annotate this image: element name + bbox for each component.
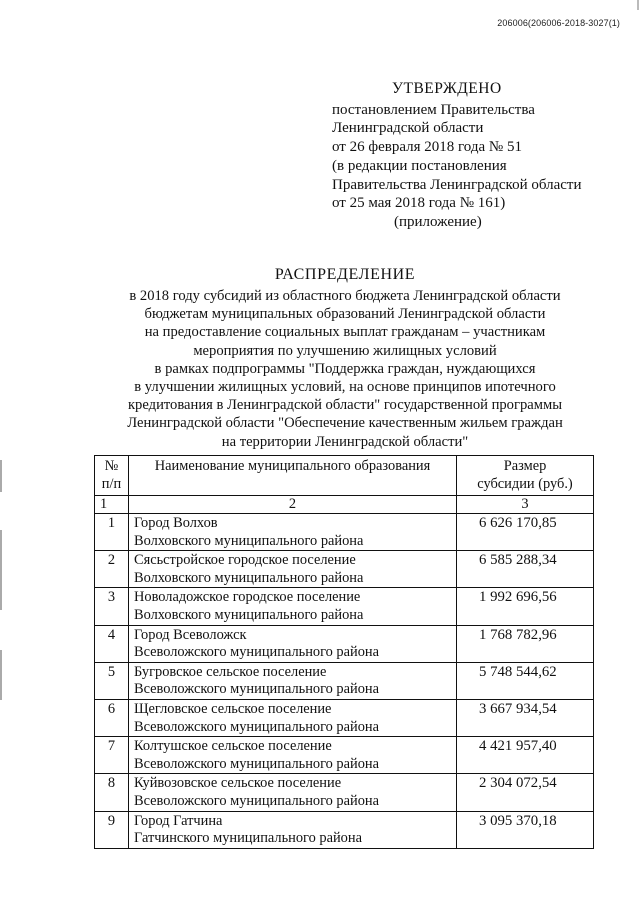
row-number: 8 — [95, 774, 129, 811]
municipality-name-line2: Волховского муниципального района — [134, 569, 364, 586]
municipality-name-line2: Гатчинского муниципального района — [134, 830, 362, 847]
subtitle-line: мероприятия по улучшению жилищных условий — [193, 342, 497, 359]
header-number-line1: № — [104, 458, 119, 474]
municipality-name-line2: Волховского муниципального района — [134, 532, 364, 549]
row-number: 2 — [95, 551, 129, 588]
document-title: РАСПРЕДЕЛЕНИЕ — [274, 266, 416, 283]
header-name: Наименование муниципального образования — [129, 456, 457, 496]
subsidy-amount: 3 667 934,54 — [457, 699, 594, 736]
subsidy-amount: 1 992 696,56 — [457, 588, 594, 625]
approval-title: УТВЕРЖДЕНО — [392, 80, 502, 97]
approval-line: постановлением Правительства — [332, 101, 535, 118]
header-number-line2: п/п — [101, 475, 122, 492]
municipality-name-line2: Всеволожского муниципального района — [134, 644, 379, 661]
municipality-name-line1: Бугровское сельское поселение — [134, 663, 327, 680]
municipality-name-line2: Волховского муниципального района — [134, 606, 364, 623]
municipality-name-line1: Новоладожское городское поселение — [134, 589, 361, 606]
approval-note: (приложение) — [394, 213, 482, 230]
column-number: 2 — [129, 496, 457, 514]
subtitle-line: в 2018 году субсидий из областного бюджета Ленинградской области — [129, 288, 561, 304]
subsidy-amount: 3 095 370,18 — [457, 811, 594, 848]
approval-line: Правительства Ленинградской области — [332, 176, 582, 193]
subtitle-line: кредитования в Ленинградской области" государственной программы — [127, 397, 563, 414]
header-amount-line1: Размер — [503, 458, 547, 474]
municipality-name-line1: Куйвозовское сельское поселение — [134, 775, 342, 792]
header-amount-line2: субсидии (руб.) — [477, 475, 573, 492]
municipality-name-line1: Сясьстройское городское поселение — [134, 552, 356, 569]
subtitle-line: Ленинградской области "Обеспечение качественным жильем граждан — [127, 415, 563, 432]
row-number: 6 — [95, 699, 129, 736]
municipality-name-line1: Город Гатчина — [134, 812, 223, 829]
municipality-name-line1: Колтушское сельское поселение — [134, 738, 332, 755]
municipality-name-line2: Всеволожского муниципального района — [134, 755, 379, 772]
column-number: 3 — [457, 496, 594, 514]
row-number: 7 — [95, 737, 129, 774]
subsidy-amount: 6 626 170,85 — [457, 514, 594, 551]
subtitle-line: бюджетам муниципальных образований Ленинградской области — [144, 306, 546, 323]
subsidy-amount: 4 421 957,40 — [457, 737, 594, 774]
municipality-name-line1: Город Волхов — [134, 515, 218, 531]
subtitle-line: в рамках подпрограммы "Поддержка граждан, нуждающихся — [154, 360, 536, 377]
approval-line: (в редакции постановления — [332, 157, 507, 174]
subsidy-amount: 5 748 544,62 — [457, 662, 594, 699]
row-number: 5 — [95, 662, 129, 699]
subsidy-amount: 2 304 072,54 — [457, 774, 594, 811]
municipality-name-line2: Всеволожского муниципального района — [134, 792, 379, 809]
row-number: 9 — [95, 811, 129, 848]
subsidy-amount: 6 585 288,34 — [457, 551, 594, 588]
row-number: 3 — [95, 588, 129, 625]
municipality-name-line2: Всеволожского муниципального района — [134, 681, 379, 698]
municipality-name-line1: Город Всеволожск — [134, 626, 247, 643]
subtitle-line: на предоставление социальных выплат гражданам – участникам — [144, 324, 546, 341]
approval-line: от 25 мая 2018 года № 161) — [332, 195, 506, 212]
approval-line: Ленинградской области — [332, 120, 484, 137]
document-code: 206006(206006-2018-3027(1) — [497, 18, 620, 28]
municipality-name-line1: Щегловское сельское поселение — [134, 700, 332, 717]
subsidy-amount: 1 768 782,96 — [457, 625, 594, 662]
subtitle-line: в улучшении жилищных условий, на основе принципов ипотечного — [134, 379, 556, 396]
row-number: 1 — [95, 514, 129, 551]
row-number: 4 — [95, 625, 129, 662]
approval-line: от 26 февраля 2018 года № 51 — [332, 139, 522, 156]
municipality-name-line2: Всеволожского муниципального района — [134, 718, 379, 735]
column-number: 1 — [95, 496, 129, 514]
subtitle-line: на территории Ленинградской области" — [221, 433, 469, 450]
